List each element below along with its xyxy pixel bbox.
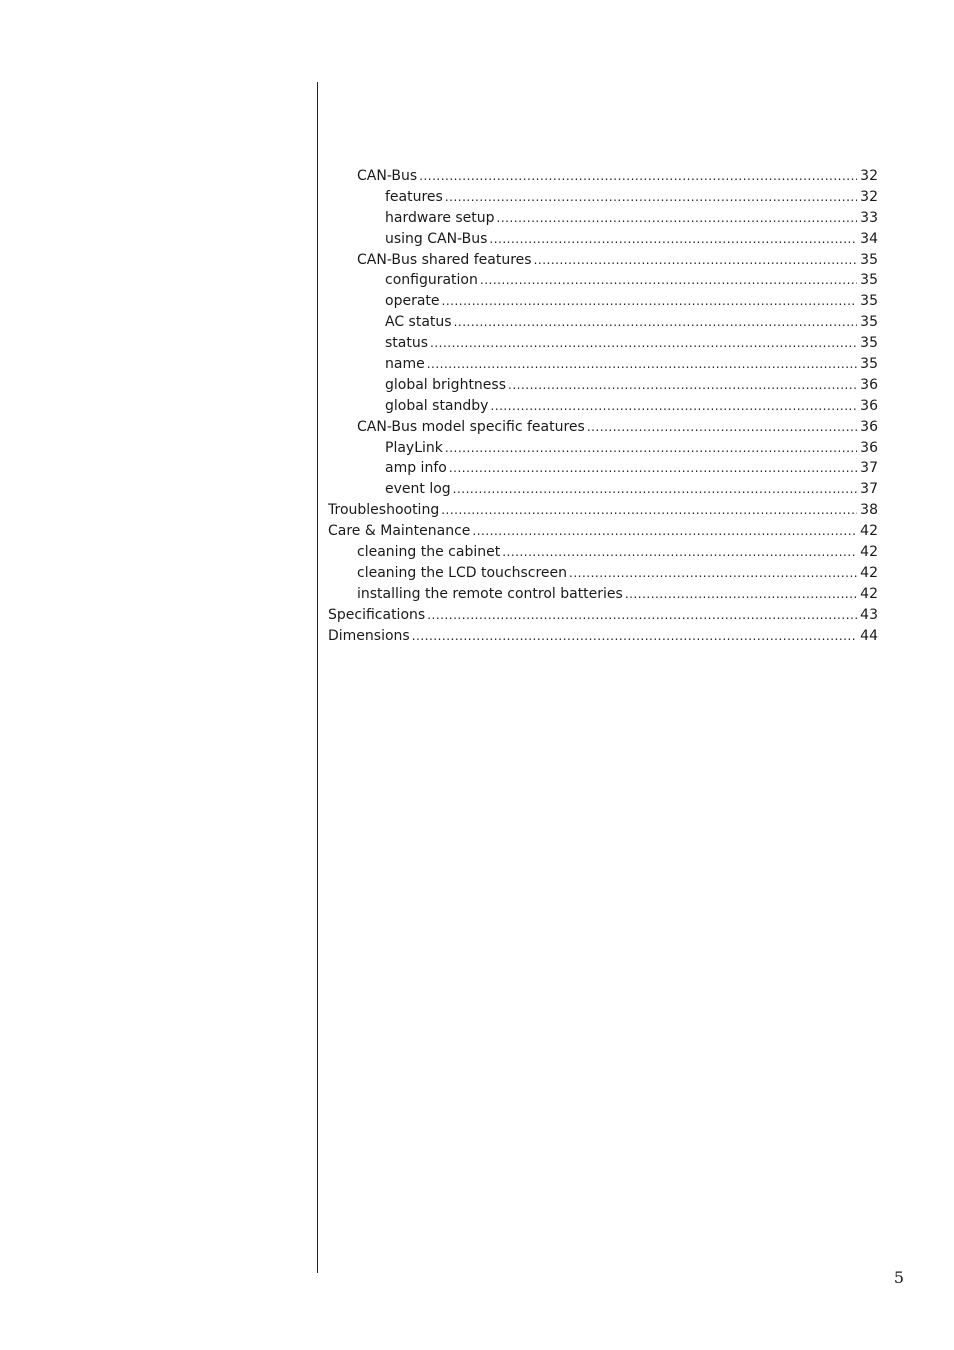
- toc-entry-label: configuration: [385, 272, 478, 289]
- dot-leader: [587, 417, 857, 438]
- toc-entry-label: Specifications: [328, 606, 426, 623]
- toc-entry[interactable]: [328, 208, 878, 229]
- dot-leader: [445, 187, 857, 208]
- toc-entry[interactable]: [328, 542, 878, 563]
- toc-entry[interactable]: [328, 417, 878, 438]
- margin-rule: [317, 82, 318, 1273]
- dot-leader: [480, 270, 857, 291]
- toc-entry-label: using CAN-Bus: [385, 230, 488, 247]
- toc-entry[interactable]: [328, 166, 878, 187]
- toc-entry-page: 37: [860, 460, 878, 477]
- toc-entry-page: 44: [860, 627, 878, 644]
- toc-entry-page: 35: [860, 356, 878, 373]
- toc-entry-page: 35: [860, 251, 878, 268]
- toc-entry-label: event log: [385, 481, 451, 498]
- table-of-contents: [328, 166, 878, 646]
- dot-leader: [472, 521, 857, 542]
- toc-entry[interactable]: [328, 270, 878, 291]
- dot-leader: [497, 208, 858, 229]
- toc-entry-label: cleaning the cabinet: [357, 544, 501, 561]
- toc-entry-label: Care & Maintenance: [328, 523, 471, 540]
- toc-entry[interactable]: [328, 500, 878, 521]
- toc-entry-page: 33: [860, 209, 878, 226]
- toc-entry-page: 35: [860, 335, 878, 352]
- dot-leader: [453, 479, 858, 500]
- toc-entry[interactable]: [328, 521, 878, 542]
- page-number: 5: [893, 1268, 904, 1287]
- toc-entry-page: 36: [860, 418, 878, 435]
- toc-entry-page: 42: [860, 564, 878, 581]
- toc-entry-label: CAN-Bus model specific features: [357, 418, 585, 435]
- toc-entry-page: 36: [860, 439, 878, 456]
- dot-leader: [441, 500, 857, 521]
- toc-entry-label: Troubleshooting: [328, 502, 440, 519]
- toc-entry[interactable]: [328, 250, 878, 271]
- toc-entry-label: global standby: [385, 397, 489, 414]
- dot-leader: [508, 375, 857, 396]
- toc-entry[interactable]: [328, 229, 878, 250]
- toc-entry-label: CAN-Bus: [357, 168, 418, 184]
- toc-entry-page: 37: [860, 481, 878, 498]
- toc-entry[interactable]: [328, 375, 878, 396]
- toc-entry-label: hardware setup: [385, 209, 495, 226]
- dot-leader: [442, 291, 858, 312]
- toc-entry-page: 35: [860, 314, 878, 331]
- toc-entry-page: 36: [860, 397, 878, 414]
- toc-entry[interactable]: [328, 187, 878, 208]
- toc-entry[interactable]: [328, 479, 878, 500]
- toc-entry-page: 38: [860, 502, 878, 519]
- toc-entry-page: 35: [860, 293, 878, 310]
- toc-entry[interactable]: [328, 438, 878, 459]
- dot-leader: [534, 250, 858, 271]
- toc-entry-page: 35: [860, 272, 878, 289]
- toc-entry-label: amp info: [385, 460, 447, 477]
- toc-entry-page: 32: [860, 188, 878, 205]
- toc-entry-page: 42: [860, 544, 878, 561]
- dot-leader: [430, 333, 857, 354]
- toc-entry-page: 43: [860, 606, 878, 623]
- toc-entry-label: PlayLink: [385, 439, 443, 456]
- dot-leader: [445, 438, 857, 459]
- toc-entry-label: AC status: [385, 314, 452, 331]
- dot-leader: [427, 354, 857, 375]
- dot-leader: [625, 584, 857, 605]
- toc-entry-page: 42: [860, 585, 878, 602]
- dot-leader: [489, 229, 857, 250]
- toc-entry[interactable]: [328, 563, 878, 584]
- toc-entry[interactable]: [328, 396, 878, 417]
- toc-entry[interactable]: [328, 354, 878, 375]
- toc-entry-label: status: [385, 335, 429, 352]
- dot-leader: [569, 563, 857, 584]
- toc-entry[interactable]: [328, 291, 878, 312]
- toc-entry[interactable]: [328, 584, 878, 605]
- toc-entry-page: 34: [860, 230, 878, 247]
- toc-entry[interactable]: [328, 333, 878, 354]
- dot-leader: [490, 396, 857, 417]
- toc-entry-label: installing the remote control batteries: [357, 585, 623, 602]
- dot-leader: [449, 458, 857, 479]
- toc-entry-page: 32: [860, 168, 878, 184]
- dot-leader: [454, 312, 858, 333]
- toc-entry-label: name: [385, 356, 425, 373]
- dot-leader: [427, 605, 857, 626]
- dot-leader: [502, 542, 857, 563]
- toc-entry[interactable]: [328, 312, 878, 333]
- dot-leader: [412, 626, 857, 647]
- toc-entry[interactable]: [328, 458, 878, 479]
- toc-entry-label: cleaning the LCD touchscreen: [357, 564, 568, 581]
- toc-entry[interactable]: [328, 605, 878, 626]
- toc-entry[interactable]: [328, 626, 878, 647]
- toc-entry-label: Dimensions: [328, 627, 410, 644]
- dot-leader: [419, 166, 857, 187]
- toc-entry-page: 36: [860, 376, 878, 393]
- toc-entry-label: CAN-Bus shared features: [357, 251, 532, 268]
- toc-entry-page: 42: [860, 523, 878, 540]
- toc-entry-label: features: [385, 188, 443, 205]
- toc-entry-label: operate: [385, 293, 440, 310]
- toc-entry-label: global brightness: [385, 376, 507, 393]
